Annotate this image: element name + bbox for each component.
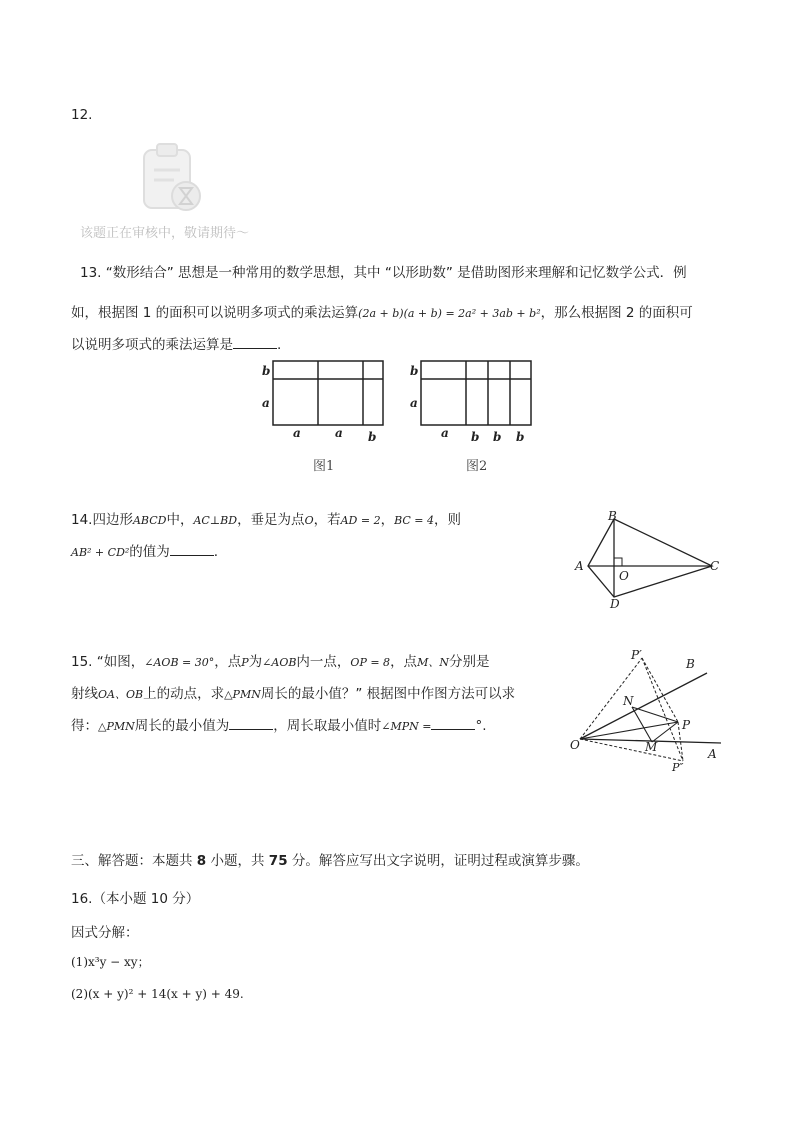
q15-label-o: O xyxy=(570,738,580,752)
q14-line2-end: . xyxy=(213,544,219,560)
q15-line3-end: °. xyxy=(475,718,487,734)
review-pending-text: 该题正在审核中，敬请期待～ xyxy=(80,226,250,241)
q14-line1 xyxy=(71,508,461,528)
q15-line3-mid2: ，周长取最小值时 xyxy=(273,718,382,734)
q15-label-b: B xyxy=(686,657,695,671)
answer-blank xyxy=(170,543,214,556)
q15-line1-mid4: ，点 xyxy=(390,654,418,670)
q15-label-m: M xyxy=(645,740,658,754)
fig2-bottom-label-2: b xyxy=(471,430,480,444)
q15-mpn: ∠MPN = xyxy=(381,720,432,733)
fig2-left-label-a: a xyxy=(410,396,418,410)
q14-ad: AD = 2 xyxy=(340,514,381,527)
q14-line2-post: 的值为 xyxy=(129,544,170,560)
q14-line1-mid1: 中， xyxy=(166,512,194,528)
q13-line2 xyxy=(71,301,693,321)
q14-bc: BC = 4 xyxy=(394,514,434,527)
q15-angle: ∠AOB = 30° xyxy=(144,656,215,669)
q15-tri: △PMN xyxy=(224,688,261,701)
section3-score: 75 xyxy=(268,853,288,869)
q14-line1-pre: 14.四边形 xyxy=(71,512,133,528)
q13-line2-pre: 如，根据图 1 的面积可以说明多项式的乘法运算 xyxy=(71,305,359,321)
q15-line3-pre: 得： xyxy=(71,718,98,734)
q15-tri2: △PMN xyxy=(98,720,135,733)
fig1-left-label-a: a xyxy=(262,396,270,410)
answer-blank xyxy=(229,717,273,730)
q14-line1-end: ，则 xyxy=(434,512,461,528)
q15-line1-mid2: 为 xyxy=(248,654,263,670)
q13-formula: (2a + b)(a + b) = 2a² + 3ab + b² xyxy=(358,307,541,320)
figure-1 xyxy=(255,355,395,445)
q14-label-b: B xyxy=(608,509,617,523)
answer-blank xyxy=(431,717,475,730)
q15-line1-mid3: 内一点， xyxy=(296,654,351,670)
fig2-bottom-label-1: a xyxy=(441,426,449,440)
q14-label-o: O xyxy=(619,569,629,583)
fig2-bottom-label-4: b xyxy=(516,430,525,444)
figure-2 xyxy=(403,355,543,445)
q16-header: 16.（本小题 10 分） xyxy=(71,891,200,907)
q15-p: P xyxy=(241,656,249,669)
section3-mid: 小题，共 xyxy=(206,853,269,869)
q16-item-2: (2)(x + y)² + 14(x + y) + 49. xyxy=(71,987,244,1001)
fig1-bottom-label-1: a xyxy=(293,426,301,440)
q14-line2 xyxy=(71,540,218,560)
fig1-bottom-label-2: a xyxy=(335,426,343,440)
q16-instruction: 因式分解： xyxy=(71,925,139,941)
section3-pre: 三、解答题：本题共 xyxy=(71,853,197,869)
q14-abcd: ABCD xyxy=(132,514,167,527)
q14-perp: AC⊥BD xyxy=(193,514,238,527)
fig1-left-label-b: b xyxy=(262,364,271,378)
q15-line2-mid: 上的动点，求 xyxy=(143,686,225,702)
q15-figure xyxy=(565,643,735,773)
q14-o: O xyxy=(304,514,314,527)
fig1-caption: 图1 xyxy=(313,459,335,474)
section-3-heading xyxy=(71,849,589,869)
q15-label-p1: P′ xyxy=(631,648,642,662)
q13-line3 xyxy=(71,333,281,353)
q15-line2 xyxy=(71,682,515,702)
q16-item-1: (1)x³y − xy； xyxy=(71,955,150,969)
fig2-left-label-b: b xyxy=(410,364,419,378)
q15-oa: OA、OB xyxy=(98,688,144,701)
q14-label-c: C xyxy=(710,559,720,573)
fig2-caption: 图2 xyxy=(466,459,488,474)
q14-label-a: A xyxy=(575,559,584,573)
q13-line2-post: ，那么根据图 2 的面积可 xyxy=(540,305,693,321)
q15-mn: M、N xyxy=(417,656,449,669)
q14-expr: AB² + CD² xyxy=(71,546,130,559)
fig2-bottom-label-3: b xyxy=(493,430,502,444)
q15-aob: ∠AOB xyxy=(262,656,297,669)
q15-label-n: N xyxy=(623,694,634,708)
answer-blank xyxy=(233,336,277,349)
section3-count: 8 xyxy=(196,853,207,869)
q14-figure xyxy=(570,505,730,611)
q15-line1 xyxy=(71,650,489,670)
q15-line3 xyxy=(71,714,487,734)
review-pending-icon xyxy=(136,140,208,216)
q15-label-p: P xyxy=(682,718,691,732)
q12-number: 12. xyxy=(71,107,93,123)
q15-line2-end: 周长的最小值？” 根据图中作图方法可以求 xyxy=(260,686,516,702)
q14-line1-mid3: ，若 xyxy=(313,512,341,528)
q13-line3-end: . xyxy=(277,337,282,353)
q15-line1-pre: 15. “如图， xyxy=(71,654,145,670)
q14-line1-mid2: ，垂足为点 xyxy=(237,512,305,528)
q14-label-d: D xyxy=(610,597,620,611)
q15-line1-end: 分别是 xyxy=(448,654,490,670)
q13-line3-text: 以说明多项式的乘法运算是 xyxy=(71,337,233,353)
q14-comma: ， xyxy=(380,512,395,528)
q13-line1: 13. “数形结合” 思想是一种常用的数学思想，其中 “以形助数” 是借助图形来理解和记忆数学公式．例 xyxy=(80,265,687,281)
q15-line3-mid1: 周长的最小值为 xyxy=(134,718,230,734)
q15-line2-pre: 射线 xyxy=(71,686,98,702)
fig1-bottom-label-3: b xyxy=(368,430,377,444)
q15-label-p2: P″ xyxy=(672,761,684,773)
section3-post: 分。解答应写出文字说明，证明过程或演算步骤。 xyxy=(287,853,589,869)
q15-label-a: A xyxy=(708,747,717,761)
q15-op: OP = 8 xyxy=(350,656,391,669)
q15-line1-mid1: ，点 xyxy=(214,654,242,670)
